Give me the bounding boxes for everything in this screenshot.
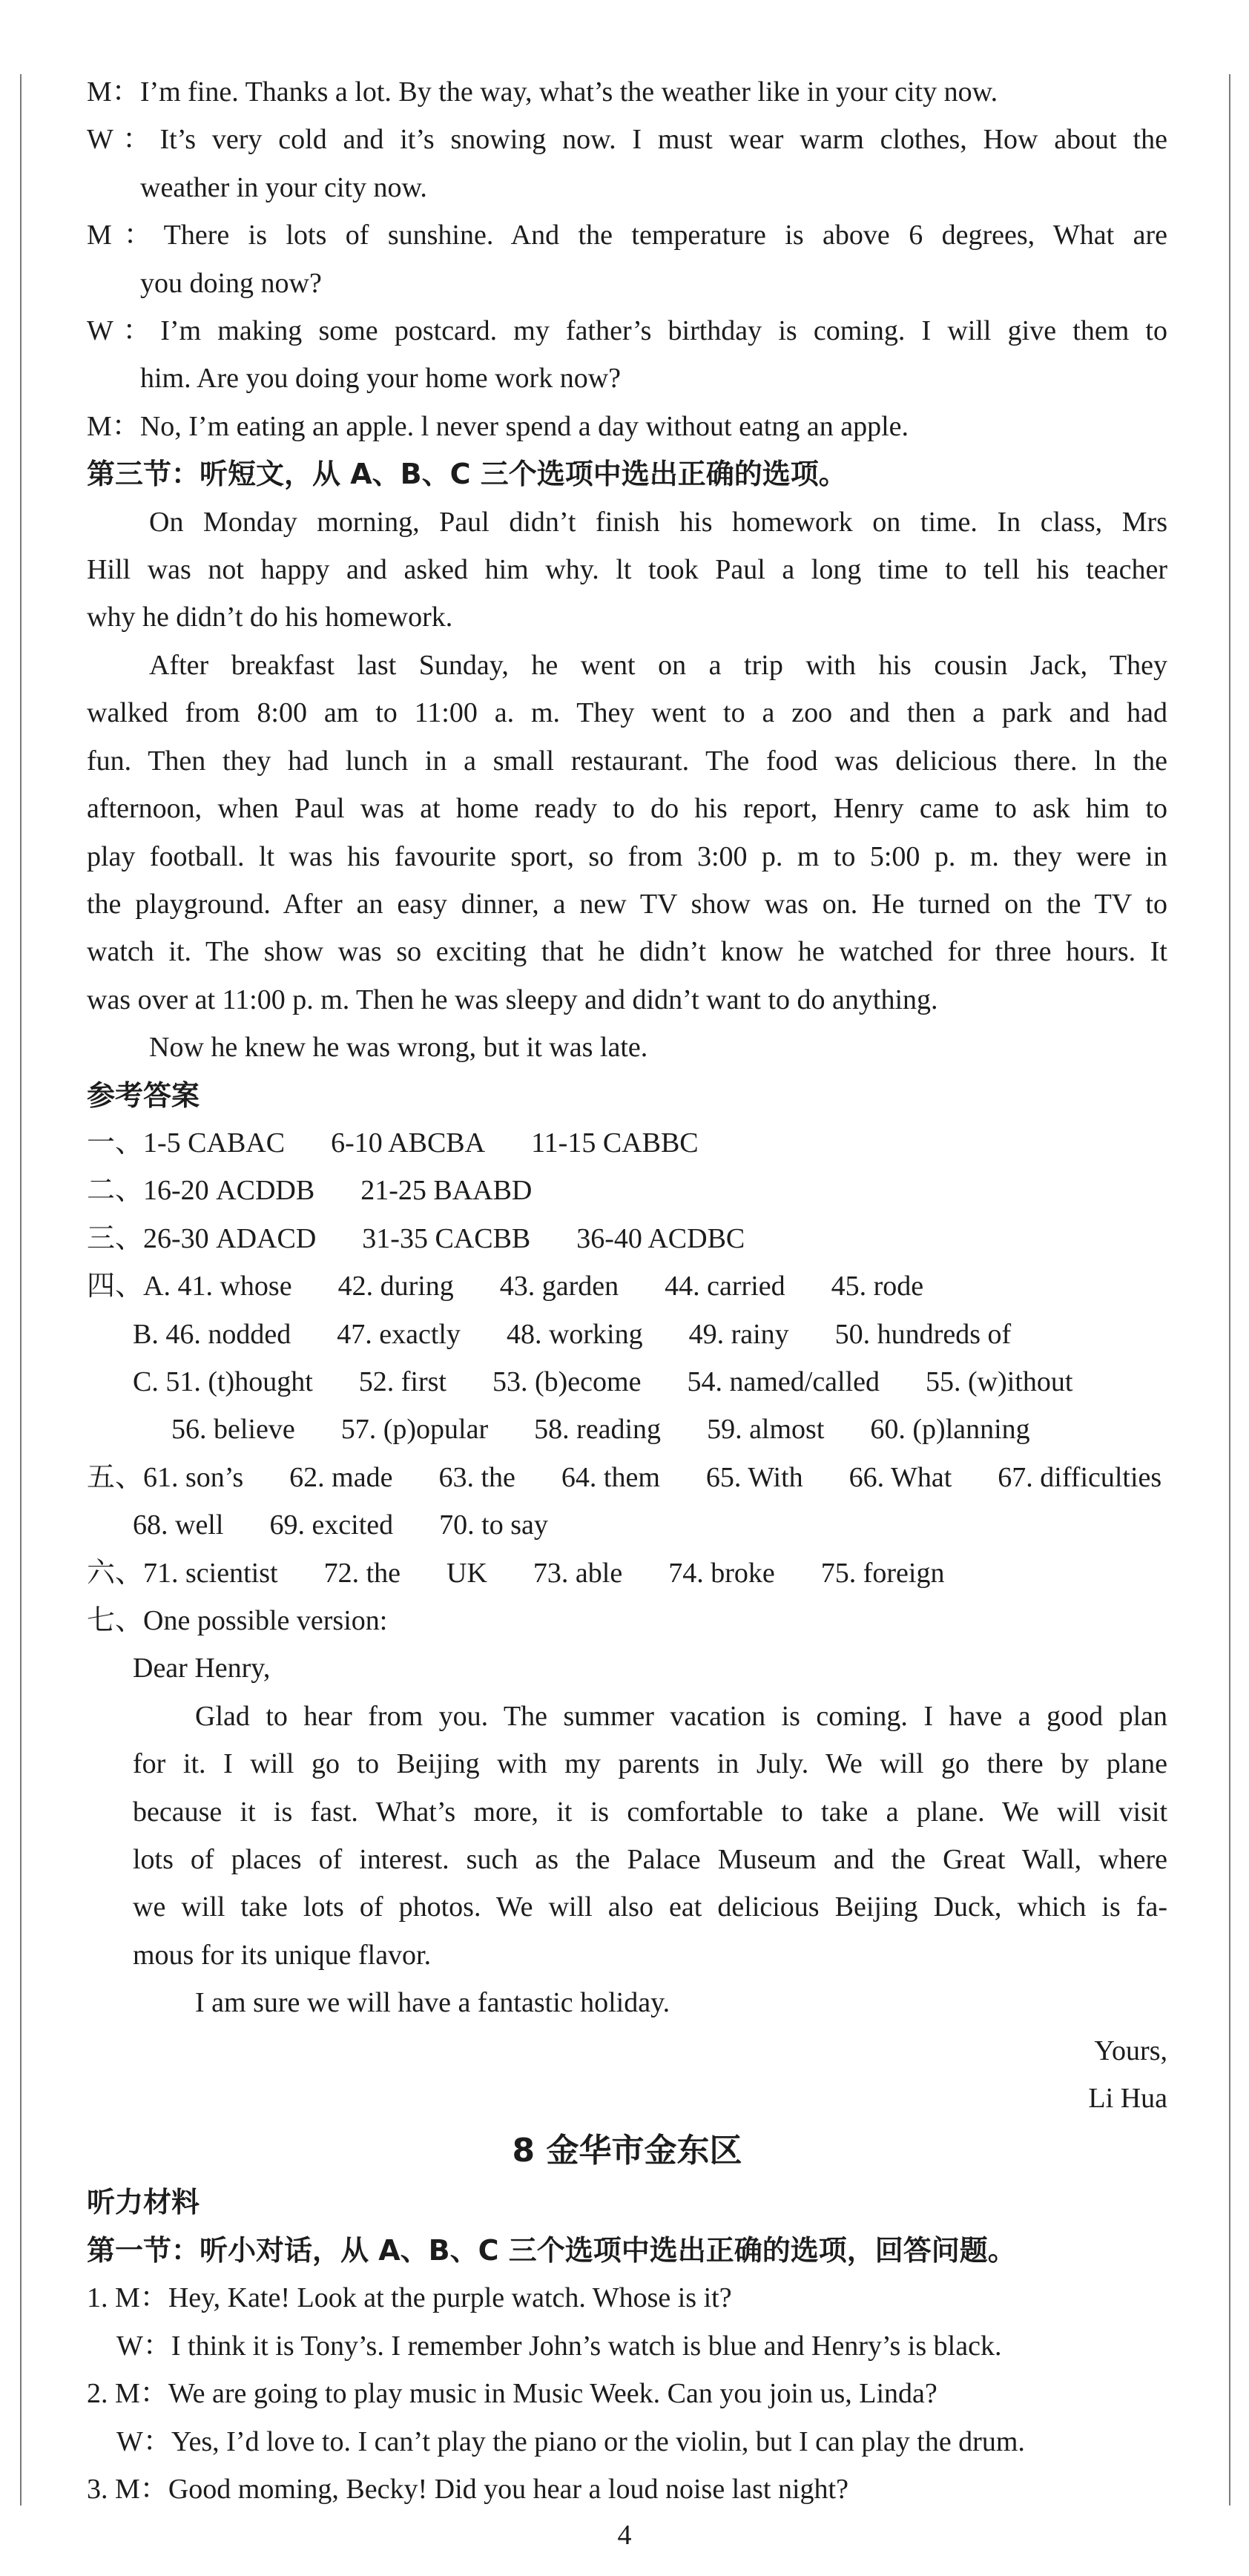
letter-line: Glad to hear from you. The summer vacation is coming. I have a good plan bbox=[195, 1700, 1167, 1732]
left-margin-line bbox=[20, 74, 22, 2506]
dialogue-1 bbox=[87, 68, 1167, 450]
dialogue-line: M：I’m fine. Thanks a lot. By the way, what’s the weather like in your city now. bbox=[87, 76, 998, 108]
letter-line: because it is fast. What’s more, it is comfortable to take a plane. We will visit bbox=[133, 1796, 1167, 1828]
dialogue-line-cont: him. Are you doing your home work now? bbox=[140, 363, 622, 395]
answer-key bbox=[87, 1119, 1167, 1644]
dialogue-line-cont: weather in your city now. bbox=[140, 171, 427, 203]
page-number: 4 bbox=[617, 2520, 632, 2551]
listening-title: 听力材料 bbox=[87, 2186, 200, 2219]
answer-row-6: 六、71. scientist 72. the UK 73. able 74. broke 75. foreign bbox=[87, 1557, 945, 1589]
letter-line: mous for its unique flavor. bbox=[133, 1939, 432, 1971]
letter-line: we will take lots of photos. We will also eat delicious Beijing Duck, which is fa- bbox=[133, 1891, 1167, 1923]
letter-signature: Li Hua bbox=[1088, 2083, 1167, 2115]
small-dialogues bbox=[87, 2274, 1167, 2513]
letter bbox=[87, 1644, 1167, 2122]
dialogue-item-1-w: W：I think it is Tony’s. I remember John’s watch is blue and Henry’s is black. bbox=[116, 2330, 1002, 2362]
section-8-title: 8 金华市金东区 bbox=[512, 2132, 742, 2170]
right-margin-line bbox=[1229, 74, 1230, 2506]
answer-row-4c: C. 51. (t)hought 52. first 53. (b)ecome 54. named/called 55. (w)ithout bbox=[133, 1366, 1073, 1397]
answer-row-2: 二、16-20 ACDDB 21-25 BAABD bbox=[87, 1175, 533, 1207]
section-1-title: 第一节：听小对话，从 A、B、C 三个选项中选出正确的选项，回答问题。 bbox=[87, 2233, 1016, 2267]
passage-line: After breakfast last Sunday, he went on a trip with his cousin Jack, They bbox=[149, 649, 1167, 681]
answer-row-5-cont: 68. well 69. excited 70. to say bbox=[133, 1509, 548, 1541]
passage-line: watch it. The show was so exciting that he didn’t know he watched for three hours. It bbox=[87, 936, 1167, 968]
dialogue-line: M：No, I’m eating an apple. l never spend a day without eatng an apple. bbox=[87, 410, 909, 442]
dialogue-line: M：There is lots of sunshine. And the temperature is above 6 degrees, What are bbox=[87, 220, 1167, 251]
passage-line: fun. Then they had lunch in a small restaurant. The food was delicious there. ln the bbox=[87, 745, 1167, 777]
answer-row-3: 三、26-30 ADACD 31-35 CACBB 36-40 ACDBC bbox=[87, 1222, 745, 1254]
dialogue-line: W：It’s very cold and it’s snowing now. I must wear warm clothes, How about the bbox=[87, 124, 1167, 156]
dialogue-item-3-m: 3. M：Good moming, Becky! Did you hear a loud noise last night? bbox=[87, 2473, 848, 2505]
answer-row-7: 七、One possible version: bbox=[87, 1605, 388, 1636]
dialogue-line: W：I’m making some postcard. my father’s birthday is coming. I will give them to bbox=[87, 315, 1167, 347]
dialogue-item-1-m: 1. M：Hey, Kate! Look at the purple watch. Whose is it? bbox=[87, 2282, 732, 2314]
dialogue-item-2-w: W：Yes, I’d love to. I can’t play the piano or the violin, but I can play the drum. bbox=[116, 2425, 1025, 2457]
section-3-title: 第三节：听短文，从 A、B、C 三个选项中选出正确的选项。 bbox=[87, 458, 847, 491]
letter-greeting: Dear Henry, bbox=[133, 1653, 271, 1684]
answers-title: 参考答案 bbox=[87, 1078, 200, 1112]
passage-line: Hill was not happy and asked him why. lt took Paul a long time to tell his teacher bbox=[87, 554, 1167, 586]
passage-line: Now he knew he was wrong, but it was late. bbox=[149, 1032, 648, 1064]
passage bbox=[87, 498, 1167, 1072]
passage-line: On Monday morning, Paul didn’t finish his homework on time. In class, Mrs bbox=[149, 506, 1167, 538]
page-content bbox=[87, 68, 1167, 2513]
passage-line: afternoon, when Paul was at home ready to do his report, Henry came to ask him to bbox=[87, 793, 1167, 825]
passage-line: why he didn’t do his homework. bbox=[87, 602, 453, 633]
answer-row-1: 一、1-5 CABAC 6-10 ABCBA 11-15 CABBC bbox=[87, 1127, 699, 1159]
answer-row-4b: B. 46. nodded 47. exactly 48. working 49. rainy 50. hundreds of bbox=[133, 1318, 1012, 1350]
answer-row-5: 五、61. son’s 62. made 63. the 64. them 65. With 66. What 67. difficulties bbox=[87, 1461, 1162, 1493]
letter-closing: Yours, bbox=[1094, 2035, 1167, 2066]
letter-line: for it. I will go to Beijing with my parents in July. We will go there by plane bbox=[133, 1748, 1167, 1780]
letter-closing-paragraph: I am sure we will have a fantastic holiday. bbox=[195, 1987, 670, 2019]
passage-line: walked from 8:00 am to 11:00 a. m. They went to a zoo and then a park and had bbox=[87, 697, 1167, 729]
dialogue-item-2-m: 2. M：We are going to play music in Music Week. Can you join us, Linda? bbox=[87, 2378, 937, 2410]
letter-line: lots of places of interest. such as the Palace Museum and the Great Wall, where bbox=[133, 1844, 1167, 1876]
answer-row-4c-cont: 56. believe 57. (p)opular 58. reading 59. almost 60. (p)lanning bbox=[171, 1414, 1030, 1446]
passage-line: play football. lt was his favourite sport, so from 3:00 p. m to 5:00 p. m. they were in bbox=[87, 840, 1167, 872]
answer-row-4a: 四、A. 41. whose 42. during 43. garden 44. carried 45. rode bbox=[87, 1271, 924, 1302]
passage-line: the playground. After an easy dinner, a new TV show was on. He turned on the TV to bbox=[87, 888, 1167, 920]
passage-line: was over at 11:00 p. m. Then he was sleepy and didn’t want to do anything. bbox=[87, 984, 938, 1015]
dialogue-line-cont: you doing now? bbox=[140, 267, 322, 299]
